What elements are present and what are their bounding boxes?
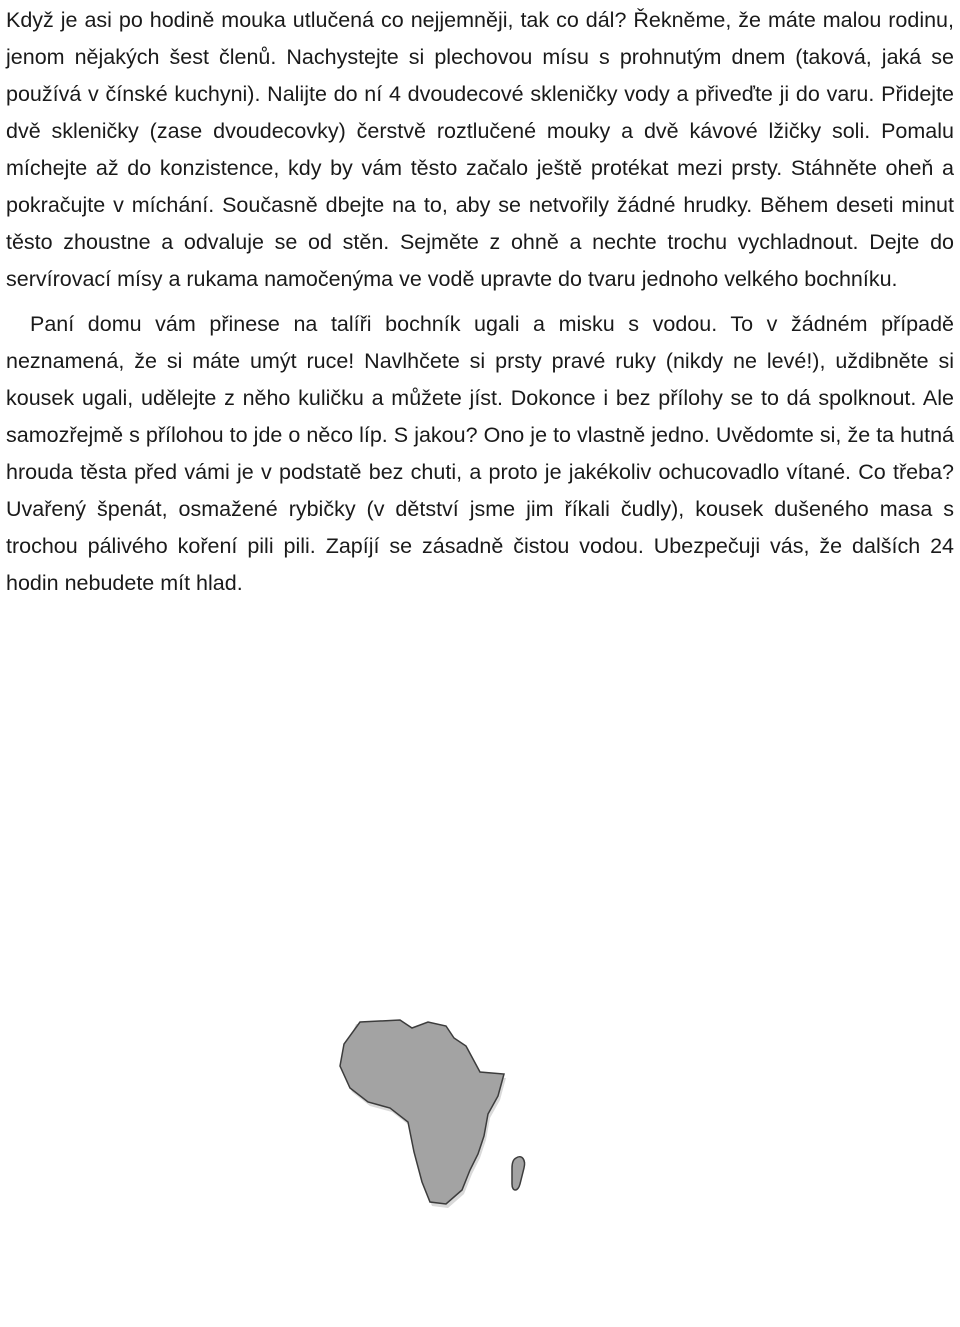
body-text: [6, 2, 954, 602]
paragraph-ugali-eating: Paní domu vám přinese na talíři bochník ugali a misku s vodou. To v žádném případě neznamená, že si máte umýt ruce! Navlhčete si prsty pravé ruky (nikdy ne levé!), uždibněte si kousek ugali, udělejte z něho kuličku a můžete jíst. Dokonce i bez přílohy se to dá spolknout. Ale samozřejmě s přílohou to jde o něco líp. S jakou? Ono je to vlastně jedno. Uvědomte si, že ta hutná hrouda těsta před vámi je v podstatě bez chuti, a proto je jakékoliv ochucovadlo vítané. Co třeba? Uvařený špenát, osmažené rybičky (v dětství jsme jim říkali čudly), kousek dušeného masa s trochou pálivého koření pili pili. Zapíjí se zásadně čistou vodou. Ubezpečuji vás, že dalších 24 hodin nebudete mít hlad.: [6, 312, 954, 595]
africa-continent-shape: [340, 1020, 504, 1204]
africa-map-icon: [330, 1018, 540, 1228]
africa-map-svg: [330, 1018, 540, 1228]
paragraph-ugali-recipe: Když je asi po hodině mouka utlučená co nejjemněji, tak co dál? Řekněme, že máte malou rodinu, jenom nějakých šest členů. Nachystejte si plechovou mísu s prohnutým dnem (taková, jaká se používá v čínské kuchyni). Nalijte do ní 4 dvoudecové skleničky vody a přiveďte ji do varu. Přidejte dvě skleničky (zase dvoudecovky) čerstvě roztlučené mouky a dvě kávové lžičky soli. Pomalu míchejte až do konzistence, kdy by vám těsto začalo ještě protékat mezi prsty. Stáhněte oheň a pokračujte v míchání. Současně dbejte na to, aby se netvořily žádné hrudky. Během deseti minut těsto zhoustne a odvaluje se od stěn. Sejměte z ohně a nechte trochu vychladnout. Dejte do servírovací mísy a rukama namočenýma ve vodě upravte do tvaru jednoho velkého bochníku.: [6, 8, 954, 291]
madagascar-shape: [512, 1157, 525, 1190]
